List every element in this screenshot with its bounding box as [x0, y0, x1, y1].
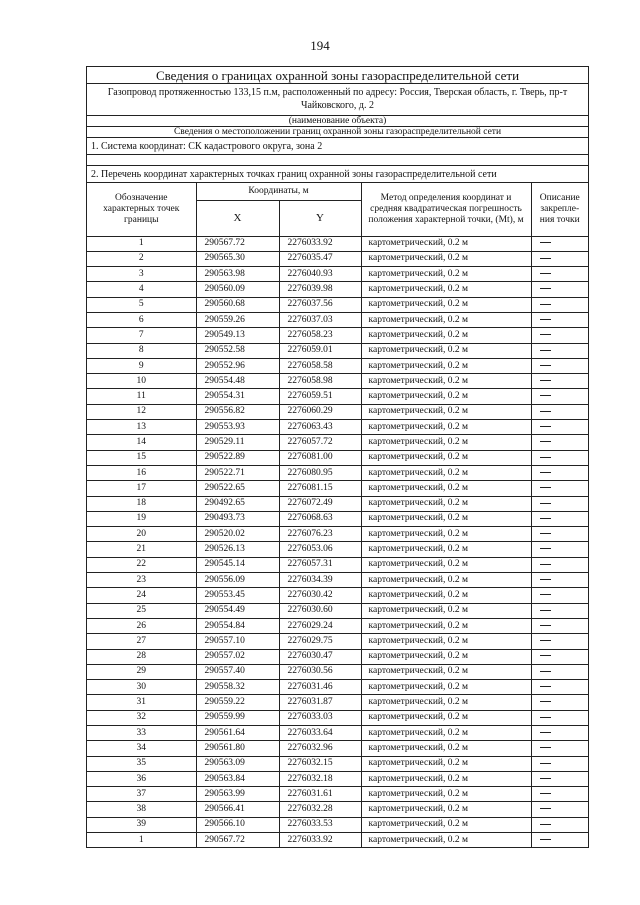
method-cell: картометрический, 0.2 м [361, 343, 531, 358]
y-coordinate-cell: 2276060.29 [279, 404, 361, 419]
dash-mark [540, 319, 551, 320]
point-number-cell: 23 [87, 573, 196, 588]
y-coordinate-cell: 2276033.92 [279, 236, 361, 251]
table-row [87, 251, 588, 266]
point-number-cell: 15 [87, 450, 196, 465]
x-coordinate-cell: 290554.31 [196, 389, 279, 404]
y-coordinate-cell: 2276058.98 [279, 374, 361, 389]
table-row [87, 358, 588, 373]
method-cell: картометрический, 0.2 м [361, 756, 531, 771]
description-cell [531, 557, 588, 572]
y-coordinate-cell: 2276030.47 [279, 649, 361, 664]
description-cell [531, 267, 588, 282]
points-heading: 2. Перечень координат характерных точках границ охранной зоны газораспределительной сети [87, 166, 588, 183]
description-cell [531, 680, 588, 695]
method-cell: картометрический, 0.2 м [361, 664, 531, 679]
method-cell: картометрический, 0.2 м [361, 328, 531, 343]
x-coordinate-cell: 290557.10 [196, 634, 279, 649]
x-coordinate-cell: 290559.22 [196, 695, 279, 710]
description-cell [531, 358, 588, 373]
page-number: 194 [310, 38, 330, 53]
point-number-cell: 1 [87, 833, 196, 848]
dash-mark [540, 457, 551, 458]
table-row [87, 741, 588, 756]
table-row [87, 664, 588, 679]
method-cell: картометрический, 0.2 м [361, 297, 531, 312]
description-cell [531, 695, 588, 710]
dash-mark [540, 411, 551, 412]
y-coordinate-cell: 2276033.64 [279, 726, 361, 741]
table-row [87, 389, 588, 404]
y-coordinate-cell: 2276076.23 [279, 527, 361, 542]
table-row [87, 496, 588, 511]
dash-mark [540, 426, 551, 427]
document-title: Сведения о границах охранной зоны газораспределительной сети [87, 67, 588, 84]
x-coordinate-cell: 290492.65 [196, 496, 279, 511]
dash-mark [540, 640, 551, 641]
point-number-cell: 33 [87, 726, 196, 741]
point-number-cell: 9 [87, 358, 196, 373]
dash-mark [540, 594, 551, 595]
table-row [87, 833, 588, 848]
y-coordinate-cell: 2276080.95 [279, 465, 361, 480]
method-cell: картометрический, 0.2 м [361, 404, 531, 419]
method-cell: картометрический, 0.2 м [361, 435, 531, 450]
point-number-cell: 37 [87, 787, 196, 802]
table-row [87, 542, 588, 557]
y-coordinate-cell: 2276034.39 [279, 573, 361, 588]
point-number-cell: 28 [87, 649, 196, 664]
point-number-cell: 1 [87, 236, 196, 251]
point-number-cell: 32 [87, 710, 196, 725]
method-cell: картометрический, 0.2 м [361, 527, 531, 542]
header-description: Описание закрепле-ния точки [531, 183, 588, 236]
coordinates-table-wrapper [87, 183, 588, 847]
x-coordinate-cell: 290563.98 [196, 267, 279, 282]
header-coordinates: Координаты, м [196, 183, 361, 200]
description-cell [531, 420, 588, 435]
method-cell: картометрический, 0.2 м [361, 787, 531, 802]
point-number-cell: 24 [87, 588, 196, 603]
description-cell [531, 435, 588, 450]
dash-mark [540, 548, 551, 549]
dash-mark [540, 701, 551, 702]
dash-mark [540, 732, 551, 733]
table-row [87, 527, 588, 542]
x-coordinate-cell: 290563.99 [196, 787, 279, 802]
y-coordinate-cell: 2276030.42 [279, 588, 361, 603]
method-cell: картометрический, 0.2 м [361, 695, 531, 710]
dash-mark [540, 747, 551, 748]
description-cell [531, 817, 588, 832]
x-coordinate-cell: 290522.65 [196, 481, 279, 496]
y-coordinate-cell: 2276037.03 [279, 312, 361, 327]
y-coordinate-cell: 2276029.75 [279, 634, 361, 649]
description-cell [531, 511, 588, 526]
description-cell [531, 771, 588, 786]
table-row [87, 420, 588, 435]
description-cell [531, 312, 588, 327]
dash-mark [540, 395, 551, 396]
point-number-cell: 34 [87, 741, 196, 756]
point-number-cell: 11 [87, 389, 196, 404]
table-row [87, 756, 588, 771]
table-row [87, 374, 588, 389]
dash-mark [540, 273, 551, 274]
method-cell: картометрический, 0.2 м [361, 573, 531, 588]
point-number-cell: 20 [87, 527, 196, 542]
point-number-cell: 4 [87, 282, 196, 297]
header-point: Обозначение характерных точек границы [87, 183, 196, 236]
table-row [87, 680, 588, 695]
x-coordinate-cell: 290563.84 [196, 771, 279, 786]
x-coordinate-cell: 290557.02 [196, 649, 279, 664]
dash-mark [540, 763, 551, 764]
x-coordinate-cell: 290559.99 [196, 710, 279, 725]
x-coordinate-cell: 290560.09 [196, 282, 279, 297]
y-coordinate-cell: 2276035.47 [279, 251, 361, 266]
y-coordinate-cell: 2276058.58 [279, 358, 361, 373]
point-number-cell: 26 [87, 618, 196, 633]
table-row [87, 465, 588, 480]
dash-mark [540, 793, 551, 794]
description-cell [531, 649, 588, 664]
method-cell: картометрический, 0.2 м [361, 817, 531, 832]
description-cell [531, 297, 588, 312]
method-cell: картометрический, 0.2 м [361, 312, 531, 327]
method-cell: картометрический, 0.2 м [361, 420, 531, 435]
method-cell: картометрический, 0.2 м [361, 649, 531, 664]
method-cell: картометрический, 0.2 м [361, 374, 531, 389]
method-cell: картометрический, 0.2 м [361, 465, 531, 480]
method-cell: картометрический, 0.2 м [361, 710, 531, 725]
point-number-cell: 16 [87, 465, 196, 480]
location-heading: Сведения о местоположении границ охранной зоны газораспределительной сети [87, 127, 588, 138]
table-row [87, 573, 588, 588]
dash-mark [540, 778, 551, 779]
dash-mark [540, 380, 551, 381]
method-cell: картометрический, 0.2 м [361, 771, 531, 786]
point-number-cell: 12 [87, 404, 196, 419]
y-coordinate-cell: 2276029.24 [279, 618, 361, 633]
y-coordinate-cell: 2276072.49 [279, 496, 361, 511]
dash-mark [540, 610, 551, 611]
table-row [87, 726, 588, 741]
description-cell [531, 618, 588, 633]
table-row [87, 282, 588, 297]
table-row [87, 450, 588, 465]
dash-mark [540, 487, 551, 488]
point-number-cell: 10 [87, 374, 196, 389]
y-coordinate-cell: 2276030.60 [279, 603, 361, 618]
x-coordinate-cell: 290558.32 [196, 680, 279, 695]
description-cell [531, 802, 588, 817]
x-coordinate-cell: 290522.89 [196, 450, 279, 465]
x-coordinate-cell: 290560.68 [196, 297, 279, 312]
dash-mark [540, 686, 551, 687]
header-y: Y [279, 200, 361, 236]
table-row [87, 557, 588, 572]
description-cell [531, 465, 588, 480]
point-number-cell: 13 [87, 420, 196, 435]
y-coordinate-cell: 2276032.18 [279, 771, 361, 786]
description-cell [531, 343, 588, 358]
y-coordinate-cell: 2276031.61 [279, 787, 361, 802]
dash-mark [540, 334, 551, 335]
x-coordinate-cell: 290556.09 [196, 573, 279, 588]
method-cell: картометрический, 0.2 м [361, 634, 531, 649]
x-coordinate-cell: 290526.13 [196, 542, 279, 557]
table-row [87, 404, 588, 419]
point-number-cell: 5 [87, 297, 196, 312]
description-cell [531, 756, 588, 771]
table-row [87, 297, 588, 312]
y-coordinate-cell: 2276032.15 [279, 756, 361, 771]
y-coordinate-cell: 2276030.56 [279, 664, 361, 679]
description-cell [531, 251, 588, 266]
table-row [87, 328, 588, 343]
description-cell [531, 741, 588, 756]
y-coordinate-cell: 2276057.31 [279, 557, 361, 572]
method-cell: картометрический, 0.2 м [361, 680, 531, 695]
y-coordinate-cell: 2276059.01 [279, 343, 361, 358]
table-row [87, 771, 588, 786]
coordinates-table [87, 183, 588, 847]
method-cell: картометрический, 0.2 м [361, 389, 531, 404]
dash-mark [540, 824, 551, 825]
dash-mark [540, 671, 551, 672]
method-cell: картометрический, 0.2 м [361, 542, 531, 557]
x-coordinate-cell: 290565.30 [196, 251, 279, 266]
table-row [87, 710, 588, 725]
dash-mark [540, 655, 551, 656]
method-cell: картометрический, 0.2 м [361, 603, 531, 618]
x-coordinate-cell: 290559.26 [196, 312, 279, 327]
dash-mark [540, 808, 551, 809]
method-cell: картометрический, 0.2 м [361, 251, 531, 266]
y-coordinate-cell: 2276040.93 [279, 267, 361, 282]
description-cell [531, 404, 588, 419]
description-cell [531, 496, 588, 511]
x-coordinate-cell: 290567.72 [196, 236, 279, 251]
y-coordinate-cell: 2276068.63 [279, 511, 361, 526]
dash-mark [540, 242, 551, 243]
x-coordinate-cell: 290567.72 [196, 833, 279, 848]
coordinate-system: 1. Система координат: СК кадастрового округа, зона 2 [87, 138, 588, 155]
description-cell [531, 542, 588, 557]
x-coordinate-cell: 290566.10 [196, 817, 279, 832]
table-row [87, 312, 588, 327]
y-coordinate-cell: 2276037.56 [279, 297, 361, 312]
point-number-cell: 30 [87, 680, 196, 695]
table-row [87, 588, 588, 603]
method-cell: картометрический, 0.2 м [361, 267, 531, 282]
table-row [87, 511, 588, 526]
x-coordinate-cell: 290561.64 [196, 726, 279, 741]
x-coordinate-cell: 290556.82 [196, 404, 279, 419]
x-coordinate-cell: 290554.84 [196, 618, 279, 633]
y-coordinate-cell: 2276081.15 [279, 481, 361, 496]
table-row [87, 603, 588, 618]
table-row [87, 787, 588, 802]
y-coordinate-cell: 2276031.46 [279, 680, 361, 695]
y-coordinate-cell: 2276057.72 [279, 435, 361, 450]
method-cell: картометрический, 0.2 м [361, 726, 531, 741]
description-cell [531, 573, 588, 588]
point-number-cell: 29 [87, 664, 196, 679]
x-coordinate-cell: 290529.11 [196, 435, 279, 450]
method-cell: картометрический, 0.2 м [361, 282, 531, 297]
x-coordinate-cell: 290549.13 [196, 328, 279, 343]
method-cell: картометрический, 0.2 м [361, 358, 531, 373]
table-row [87, 802, 588, 817]
point-number-cell: 19 [87, 511, 196, 526]
description-cell [531, 389, 588, 404]
method-cell: картометрический, 0.2 м [361, 496, 531, 511]
table-row [87, 618, 588, 633]
point-number-cell: 2 [87, 251, 196, 266]
object-caption: (наименование объекта) [87, 116, 588, 127]
y-coordinate-cell: 2276032.28 [279, 802, 361, 817]
point-number-cell: 3 [87, 267, 196, 282]
dash-mark [540, 625, 551, 626]
method-cell: картометрический, 0.2 м [361, 802, 531, 817]
table-row [87, 481, 588, 496]
x-coordinate-cell: 290561.80 [196, 741, 279, 756]
x-coordinate-cell: 290493.73 [196, 511, 279, 526]
method-cell: картометрический, 0.2 м [361, 557, 531, 572]
point-number-cell: 31 [87, 695, 196, 710]
description-cell [531, 710, 588, 725]
description-cell [531, 328, 588, 343]
description-cell [531, 450, 588, 465]
x-coordinate-cell: 290520.02 [196, 527, 279, 542]
dash-mark [540, 503, 551, 504]
dash-mark [540, 533, 551, 534]
dash-mark [540, 304, 551, 305]
y-coordinate-cell: 2276033.92 [279, 833, 361, 848]
object-description: Газопровод протяженностью 133,15 п.м, расположенный по адресу: Россия, Тверская область, г. Тверь, пр-т Чайковского, д. 2 [87, 84, 588, 116]
description-cell [531, 664, 588, 679]
method-cell: картометрический, 0.2 м [361, 236, 531, 251]
table-row [87, 236, 588, 251]
dash-mark [540, 839, 551, 840]
y-coordinate-cell: 2276059.51 [279, 389, 361, 404]
x-coordinate-cell: 290554.48 [196, 374, 279, 389]
x-coordinate-cell: 290554.49 [196, 603, 279, 618]
description-cell [531, 481, 588, 496]
method-cell: картометрический, 0.2 м [361, 450, 531, 465]
table-row [87, 267, 588, 282]
point-number-cell: 21 [87, 542, 196, 557]
point-number-cell: 6 [87, 312, 196, 327]
table-row [87, 435, 588, 450]
dash-mark [540, 717, 551, 718]
y-coordinate-cell: 2276081.00 [279, 450, 361, 465]
point-number-cell: 14 [87, 435, 196, 450]
description-cell [531, 374, 588, 389]
y-coordinate-cell: 2276031.87 [279, 695, 361, 710]
x-coordinate-cell: 290553.93 [196, 420, 279, 435]
y-coordinate-cell: 2276033.03 [279, 710, 361, 725]
description-cell [531, 603, 588, 618]
dash-mark [540, 441, 551, 442]
y-coordinate-cell: 2276032.96 [279, 741, 361, 756]
y-coordinate-cell: 2276033.53 [279, 817, 361, 832]
dash-mark [540, 258, 551, 259]
table-row [87, 343, 588, 358]
x-coordinate-cell: 290552.96 [196, 358, 279, 373]
description-cell [531, 236, 588, 251]
y-coordinate-cell: 2276058.23 [279, 328, 361, 343]
blank-row [87, 155, 588, 166]
y-coordinate-cell: 2276039.98 [279, 282, 361, 297]
header-x: X [196, 200, 279, 236]
point-number-cell: 39 [87, 817, 196, 832]
dash-mark [540, 365, 551, 366]
point-number-cell: 8 [87, 343, 196, 358]
description-cell [531, 527, 588, 542]
x-coordinate-cell: 290553.45 [196, 588, 279, 603]
description-cell [531, 588, 588, 603]
x-coordinate-cell: 290552.58 [196, 343, 279, 358]
method-cell: картометрический, 0.2 м [361, 481, 531, 496]
description-cell [531, 634, 588, 649]
point-number-cell: 17 [87, 481, 196, 496]
table-row [87, 695, 588, 710]
table-row [87, 649, 588, 664]
x-coordinate-cell: 290522.71 [196, 465, 279, 480]
table-row [87, 634, 588, 649]
point-number-cell: 7 [87, 328, 196, 343]
dash-mark [540, 564, 551, 565]
description-cell [531, 833, 588, 848]
dash-mark [540, 518, 551, 519]
method-cell: картометрический, 0.2 м [361, 741, 531, 756]
point-number-cell: 27 [87, 634, 196, 649]
point-number-cell: 18 [87, 496, 196, 511]
dash-mark [540, 472, 551, 473]
method-cell: картометрический, 0.2 м [361, 511, 531, 526]
dash-mark [540, 288, 551, 289]
x-coordinate-cell: 290563.09 [196, 756, 279, 771]
description-cell [531, 787, 588, 802]
dash-mark [540, 350, 551, 351]
point-number-cell: 35 [87, 756, 196, 771]
y-coordinate-cell: 2276053.06 [279, 542, 361, 557]
x-coordinate-cell: 290566.41 [196, 802, 279, 817]
point-number-cell: 25 [87, 603, 196, 618]
method-cell: картометрический, 0.2 м [361, 833, 531, 848]
point-number-cell: 22 [87, 557, 196, 572]
header-method: Метод определения координат и средняя квадратическая погрешность положения характерной точки, (Mt), м [361, 183, 531, 236]
dash-mark [540, 579, 551, 580]
zone-boundaries-form [86, 66, 589, 848]
x-coordinate-cell: 290545.14 [196, 557, 279, 572]
method-cell: картометрический, 0.2 м [361, 618, 531, 633]
y-coordinate-cell: 2276063.43 [279, 420, 361, 435]
description-cell [531, 282, 588, 297]
x-coordinate-cell: 290557.40 [196, 664, 279, 679]
point-number-cell: 36 [87, 771, 196, 786]
table-row [87, 817, 588, 832]
point-number-cell: 38 [87, 802, 196, 817]
method-cell: картометрический, 0.2 м [361, 588, 531, 603]
description-cell [531, 726, 588, 741]
